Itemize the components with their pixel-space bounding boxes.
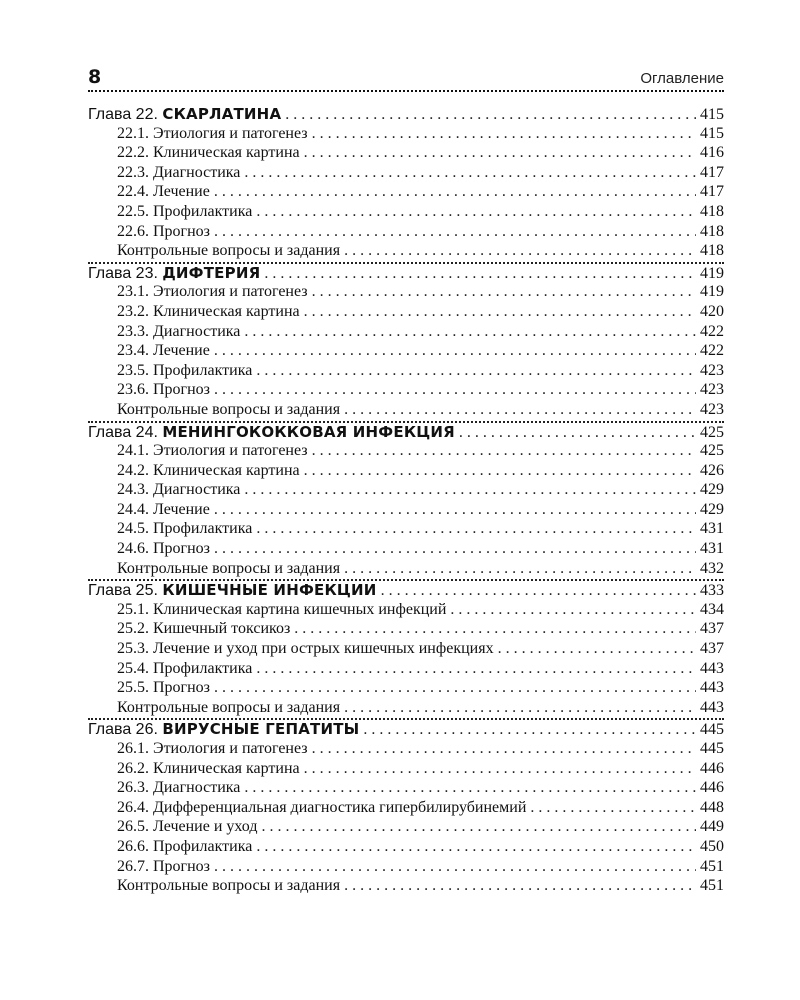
toc-section-entry[interactable] [88, 203, 724, 223]
page-ref: 418 [700, 202, 724, 220]
toc-section-entry[interactable] [88, 381, 724, 401]
section-label: 23.2. Клиническая картина [117, 302, 300, 320]
page-ref: 418 [700, 222, 724, 240]
dot-leader [261, 818, 696, 836]
toc-section-entry[interactable] [88, 401, 724, 421]
page-ref: 423 [700, 400, 724, 418]
dot-leader [294, 620, 696, 638]
dot-leader [244, 481, 696, 499]
chapter-prefix: Глава 24. [88, 423, 158, 441]
toc-section-entry[interactable] [88, 779, 724, 799]
section-label: 24.1. Этиология и патогенез [117, 442, 308, 460]
dot-leader [214, 679, 696, 697]
page-ref: 425 [700, 423, 724, 441]
section-label: 26.6. Профилактика [117, 837, 253, 855]
section-label: 26.1. Этиология и патогенез [117, 740, 308, 757]
page-ref: 451 [700, 857, 724, 875]
page-ref: 446 [700, 759, 724, 777]
section-label: 23.3. Диагностика [117, 322, 241, 340]
dot-leader [214, 342, 696, 360]
dot-leader [450, 601, 696, 619]
dot-leader [312, 283, 696, 301]
toc-section-entry[interactable] [88, 799, 724, 819]
running-title: Оглавление [640, 70, 724, 87]
chapter-26 [88, 720, 724, 896]
dot-leader [344, 401, 696, 419]
toc-section-entry[interactable] [88, 362, 724, 382]
section-label: 22.5. Профилактика [117, 202, 253, 220]
page-ref: 437 [700, 640, 724, 658]
dot-leader [214, 501, 696, 519]
section-label: 23.5. Профилактика [117, 361, 253, 379]
toc-chapter-entry[interactable] [88, 423, 724, 443]
page-header [88, 62, 724, 92]
dot-leader [256, 660, 696, 678]
section-label: 23.4. Лечение [117, 342, 210, 360]
page-ref: 429 [700, 481, 724, 499]
dot-leader [312, 125, 696, 143]
page-ref: 445 [700, 740, 724, 757]
toc-section-entry[interactable] [88, 838, 724, 858]
chapter-title: СКАРЛАТИНА [162, 105, 282, 123]
table-of-contents [88, 105, 724, 897]
chapter-prefix: Глава 23. [88, 264, 158, 282]
section-label: 24.6. Прогноз [117, 540, 210, 558]
page-ref: 429 [700, 500, 724, 518]
page-ref: 443 [700, 698, 724, 716]
dot-leader [285, 106, 696, 124]
dot-leader [304, 760, 696, 778]
page-ref: 423 [700, 361, 724, 379]
section-label: 25.2. Кишечный токсикоз [117, 620, 291, 638]
page-ref: 416 [700, 144, 724, 162]
toc-section-entry[interactable] [88, 144, 724, 164]
section-label: Контрольные вопросы и задания [117, 559, 341, 577]
section-label: 24.5. Профилактика [117, 520, 253, 538]
section-label: 23.1. Этиология и патогенез [117, 283, 308, 301]
toc-section-entry[interactable] [88, 462, 724, 482]
toc-section-entry[interactable] [88, 283, 724, 303]
chapter-25 [88, 581, 724, 720]
page-ref: 423 [700, 381, 724, 399]
chapter-prefix: Глава 22. [88, 106, 158, 123]
toc-section-entry[interactable] [88, 442, 724, 462]
section-label: 22.1. Этиология и патогенез [117, 124, 308, 142]
dot-leader [244, 323, 696, 341]
toc-chapter-entry[interactable] [88, 105, 724, 125]
toc-section-entry[interactable] [88, 342, 724, 362]
dot-leader [214, 183, 696, 201]
dot-leader [498, 640, 696, 658]
page-ref: 415 [700, 124, 724, 142]
dot-leader [344, 242, 696, 260]
toc-section-entry[interactable] [88, 620, 724, 640]
chapter-heading [88, 264, 260, 283]
dot-leader [530, 799, 696, 817]
page-ref: 419 [700, 264, 724, 282]
page-ref: 420 [700, 302, 724, 320]
toc-section-entry[interactable] [88, 760, 724, 780]
toc-section-entry[interactable] [88, 125, 724, 145]
dot-leader [459, 424, 696, 442]
page-ref: 422 [700, 342, 724, 360]
dot-leader [256, 838, 696, 856]
toc-section-entry[interactable] [88, 303, 724, 323]
page-ref: 431 [700, 520, 724, 538]
section-label: 25.5. Прогноз [117, 679, 210, 697]
page-ref: 432 [700, 559, 724, 577]
dot-leader [244, 164, 696, 182]
dot-leader [344, 699, 696, 717]
chapter-heading [88, 720, 359, 739]
dot-leader [304, 144, 696, 162]
chapter-prefix: Глава 26. [88, 721, 158, 739]
dot-leader [264, 265, 696, 283]
toc-section-entry[interactable] [88, 877, 724, 897]
dot-leader [244, 779, 696, 797]
chapter-22 [88, 105, 724, 264]
dot-leader [312, 442, 696, 460]
toc-section-entry[interactable] [88, 481, 724, 501]
dot-leader [256, 203, 696, 221]
page-ref: 448 [700, 798, 724, 816]
section-label: 25.1. Клиническая картина кишечных инфекций [117, 600, 447, 618]
section-label: 25.3. Лечение и уход при острых кишечных инфекциях [117, 640, 494, 658]
dot-leader [344, 560, 696, 578]
chapter-title: МЕНИНГОКОККОВАЯ ИНФЕКЦИЯ [162, 422, 455, 441]
chapter-heading [88, 581, 377, 600]
chapter-heading [88, 105, 281, 124]
toc-section-entry[interactable] [88, 323, 724, 343]
page-ref: 443 [700, 659, 724, 677]
toc-section-entry[interactable] [88, 858, 724, 878]
toc-section-entry[interactable] [88, 679, 724, 699]
page-ref: 425 [700, 442, 724, 460]
page-ref: 446 [700, 779, 724, 797]
section-label: 26.2. Клиническая картина [117, 759, 300, 777]
chapter-title: ВИРУСНЫЕ ГЕПАТИТЫ [162, 720, 360, 739]
page-ref: 437 [700, 620, 724, 638]
chapter-prefix: Глава 25. [88, 582, 158, 600]
toc-section-entry[interactable] [88, 640, 724, 660]
dot-leader [312, 740, 696, 758]
page-ref: 443 [700, 679, 724, 697]
page-ref: 418 [700, 242, 724, 260]
section-label: 25.4. Профилактика [117, 659, 253, 677]
page-ref: 426 [700, 461, 724, 479]
dot-leader [214, 540, 696, 558]
section-label: Контрольные вопросы и задания [117, 242, 341, 260]
toc-section-entry[interactable] [88, 660, 724, 680]
toc-section-entry[interactable] [88, 560, 724, 580]
page-ref: 445 [700, 721, 724, 739]
toc-section-entry[interactable] [88, 699, 724, 719]
page-ref: 431 [700, 540, 724, 558]
page-ref: 415 [700, 106, 724, 123]
section-label: 23.6. Прогноз [117, 381, 210, 399]
section-label: 22.4. Лечение [117, 183, 210, 201]
toc-section-entry[interactable] [88, 818, 724, 838]
dot-leader [214, 858, 696, 876]
section-label: 24.4. Лечение [117, 500, 210, 518]
toc-section-entry[interactable] [88, 242, 724, 262]
section-label: 26.5. Лечение и уход [117, 818, 258, 836]
page-ref: 417 [700, 183, 724, 201]
toc-section-entry[interactable] [88, 183, 724, 203]
section-label: Контрольные вопросы и задания [117, 698, 341, 716]
dot-leader [363, 721, 696, 739]
section-label: 24.2. Клиническая картина [117, 461, 300, 479]
dot-leader [214, 381, 696, 399]
section-label: Контрольные вопросы и задания [117, 877, 341, 895]
page-ref: 419 [700, 283, 724, 301]
dot-leader [214, 223, 696, 241]
toc-chapter-entry[interactable] [88, 581, 724, 601]
toc-section-entry[interactable] [88, 501, 724, 521]
page-ref: 450 [700, 837, 724, 855]
chapter-heading [88, 423, 455, 442]
page-ref: 433 [700, 582, 724, 600]
chapter-title: КИШЕЧНЫЕ ИНФЕКЦИИ [162, 581, 377, 600]
page-ref: 422 [700, 322, 724, 340]
toc-section-entry[interactable] [88, 520, 724, 540]
dot-leader [344, 877, 696, 895]
toc-section-entry[interactable] [88, 223, 724, 243]
dot-leader [304, 303, 696, 321]
toc-section-entry[interactable] [88, 164, 724, 184]
toc-chapter-entry[interactable] [88, 264, 724, 284]
dot-leader [256, 520, 696, 538]
section-label: 22.3. Диагностика [117, 163, 241, 181]
dot-leader [304, 462, 696, 480]
page-ref: 434 [700, 600, 724, 618]
dot-leader [381, 582, 696, 600]
toc-section-entry[interactable] [88, 601, 724, 621]
page-ref: 417 [700, 163, 724, 181]
section-label: 26.3. Диагностика [117, 779, 241, 797]
dot-leader [256, 362, 696, 380]
section-label: 26.7. Прогноз [117, 857, 210, 875]
toc-section-entry[interactable] [88, 740, 724, 760]
page-ref: 449 [700, 818, 724, 836]
chapter-title: ДИФТЕРИЯ [162, 263, 261, 282]
page-number: 8 [88, 66, 102, 88]
section-label: 22.2. Клиническая картина [117, 144, 300, 162]
section-label: 26.4. Дифференциальная диагностика гипербилирубинемий [117, 798, 527, 816]
section-label: Контрольные вопросы и задания [117, 400, 341, 418]
section-label: 22.6. Прогноз [117, 222, 210, 240]
page-ref: 451 [700, 877, 724, 895]
toc-chapter-entry[interactable] [88, 720, 724, 740]
chapter-23 [88, 264, 724, 423]
toc-section-entry[interactable] [88, 540, 724, 560]
chapter-24 [88, 423, 724, 582]
section-label: 24.3. Диагностика [117, 481, 241, 499]
